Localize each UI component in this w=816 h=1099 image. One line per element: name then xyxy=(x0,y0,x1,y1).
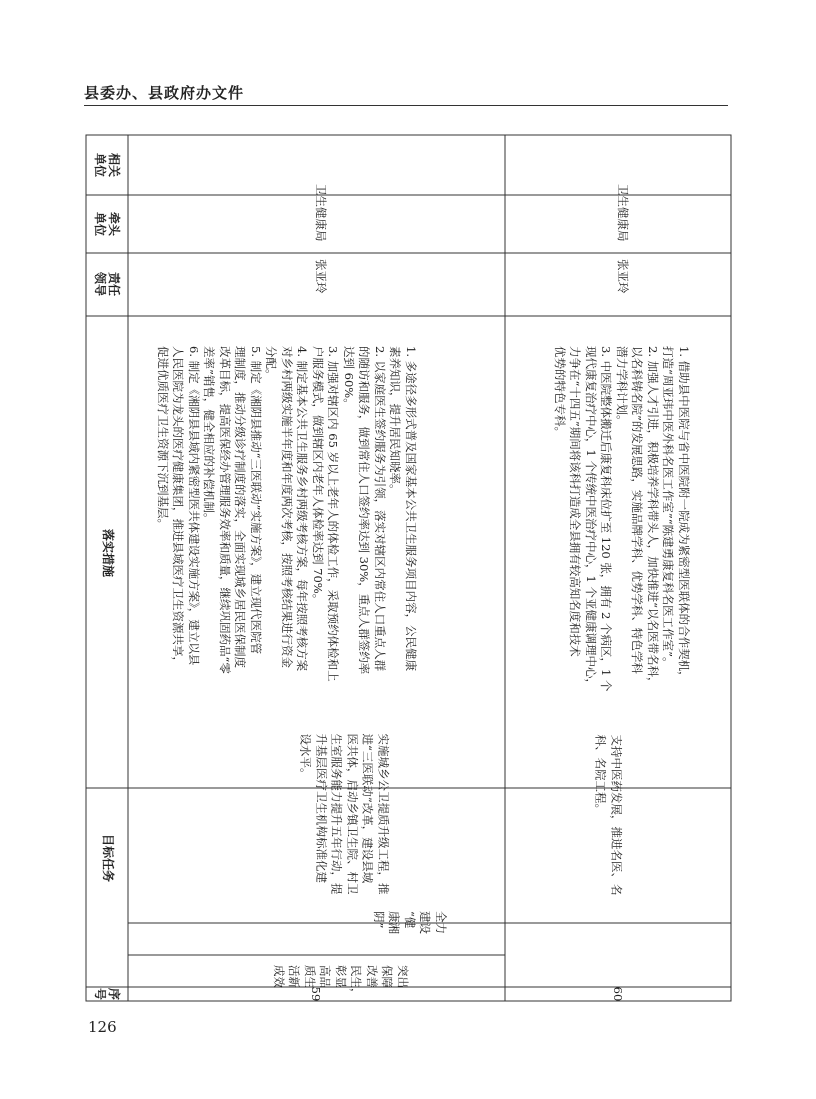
row-59-measures xyxy=(154,346,418,756)
row-60-related-unit xyxy=(616,140,630,190)
category-main-line: 活新 xyxy=(287,965,302,988)
measure-line: 现代康复治疗中心，1 个传统中医治疗中心，1 个亚健康调理中心， xyxy=(584,346,598,690)
task-line: 生室服务能力提升五年行动，提 xyxy=(330,733,344,895)
category-main-line: 高品 xyxy=(318,965,333,988)
row-seq-value: 59 xyxy=(309,986,323,1002)
measure-line: 3. 中医院整体搬迁后康复科床位扩至 120 张，拥有 2 个病区，1 个 xyxy=(599,346,614,692)
col-header-leader-line2: 领导 xyxy=(93,271,107,296)
lead-unit-value: 卫生健康局 xyxy=(314,184,328,242)
measure-line: 2. 加强人才引进，积极培养学科带头人，加快推进“以名医带名科， xyxy=(646,346,660,689)
measure-line: 5. 制定《湘阴县推动“三医联动”实施方案》，建立现代医院管 xyxy=(249,346,263,655)
measure-line: 户服务模式，做到辖区内老年人体检率达到 70%。 xyxy=(311,346,325,606)
category-main-line: 民生， xyxy=(349,965,364,1000)
lead-unit-value: 卫生健康局 xyxy=(616,184,630,242)
task-line: 医共体，启动乡镇卫生院、村卫 xyxy=(345,733,360,895)
col-header-related-unit-line2: 单位 xyxy=(93,152,107,177)
category-sub-line: 阴” xyxy=(372,911,386,929)
measure-line: 1. 借助县中医院与省中医院附一院成为紧密型医联体的合作契机， xyxy=(677,346,691,683)
row-59-task xyxy=(296,734,391,934)
task-line: 实施城乡公卫提质升级工程，推 xyxy=(376,733,391,895)
measure-line: 力争在“十四五”期间将该科打造成全县拥有较高知名度和技术 xyxy=(568,346,583,657)
category-main-line: 突出 xyxy=(396,965,410,988)
task-line: 支持中医药发展，推进名医、名 xyxy=(609,734,624,896)
category-sub-line: 建设 xyxy=(418,911,433,934)
measure-line: 打造“周亚玮中医外科名医工作室”“陈建勇康复科名医工作室”。 xyxy=(661,346,676,669)
measure-line: 4. 制定基本公共卫生服务乡村两级考核方案，每年按照考核方案 xyxy=(295,346,310,672)
row-59-lead-unit xyxy=(314,184,328,264)
task-line: 升基层医疗卫生机构标准化建 xyxy=(314,733,329,883)
measure-line: 以名科铸名院”的发展思路，实施品牌学科、优势学科、特色学科 xyxy=(630,346,645,674)
category-main-line: 质生 xyxy=(303,965,317,988)
row-60-lead-unit xyxy=(616,184,630,264)
leader-value: 张亚玲 xyxy=(314,259,328,294)
col-header-measures xyxy=(99,503,115,603)
measure-line: 理制度，推动分级诊疗制度的落实，全面实现城乡居民医保制度 xyxy=(233,346,248,668)
category-main-line: 保障 xyxy=(380,965,395,988)
row-59-related-unit xyxy=(314,140,328,190)
measure-line: 对乡村两级实施半年度和年度两次考核，按照考核结果进行资金 xyxy=(280,346,294,668)
col-header-lead-unit-line1: 牵头 xyxy=(107,211,121,236)
measure-line: 2. 以家庭医生签约服务为引领，落实对辖区内常住人口重点人群 xyxy=(373,346,387,672)
row-60-measures xyxy=(551,346,691,756)
measure-line: 分配。 xyxy=(264,346,279,381)
measure-line: 促进优质医疗卫生资源下沉到基层。 xyxy=(156,346,170,530)
task-line: 设水平。 xyxy=(299,733,313,780)
col-header-task-label: 目标任务 xyxy=(101,833,115,882)
measure-line: 差率”销售，健全相应的补偿机制。 xyxy=(202,346,217,525)
row-seq-value: 60 xyxy=(611,986,625,1002)
col-header-related-unit xyxy=(93,135,121,195)
measure-line: 优势的特色专科。 xyxy=(553,346,567,438)
col-header-leader-line1: 责任 xyxy=(107,271,121,296)
measure-line: 达到 60%。 xyxy=(342,346,356,410)
category-main-line: 改善 xyxy=(365,965,379,988)
row-59-leader xyxy=(314,259,328,309)
category-sub-line: “健 xyxy=(403,911,417,929)
col-header-measures-label: 落实措施 xyxy=(101,528,115,577)
measure-line: 人民医院为龙头的医疗健康集团，推进县域医疗卫生资源共享， xyxy=(171,346,186,668)
page-number: 126 xyxy=(88,1018,117,1036)
measure-line: 的随访和服务，做到常住人口签约率达到 30%，重点人群签约率 xyxy=(357,346,372,675)
leader-value: 张亚玲 xyxy=(616,259,630,294)
col-header-lead-unit xyxy=(93,194,121,254)
measure-line: 3. 加强对辖区内 65 岁以上老年人的体检工作，采取预约体检和上 xyxy=(326,346,341,682)
measure-line: 素养知识，提升居民知晓率。 xyxy=(388,346,403,496)
col-header-related-unit-line1: 相关 xyxy=(107,152,121,177)
measure-line: 潜力学科计划。 xyxy=(615,346,629,427)
category-sub-line: 全力 xyxy=(434,911,448,934)
row-60-seq xyxy=(611,974,625,1014)
category-sub-line: 康湘 xyxy=(387,911,402,934)
col-header-seq-line1: 序 xyxy=(107,987,121,1000)
category-main-line: 成效 xyxy=(272,965,286,988)
row-60-task xyxy=(593,735,624,935)
row-60-leader xyxy=(616,259,630,309)
task-line: 进“三医联动”改革，建设县域 xyxy=(361,733,375,884)
category-main-line: 彰显 xyxy=(334,965,348,988)
col-header-seq-line2: 号 xyxy=(93,987,107,1000)
document-header-title: 县委办、县政府办文件 xyxy=(84,84,245,102)
col-header-leader xyxy=(93,254,121,314)
col-header-lead-unit-line2: 单位 xyxy=(93,211,107,236)
col-header-seq xyxy=(93,964,121,1024)
col-header-task xyxy=(99,808,115,908)
measure-line: 6. 制定《湘阴县县域内紧密型医共体建设实施方案》，建立以县 xyxy=(187,346,201,666)
measure-line: 1. 多途径多形式普及国家基本公共卫生服务项目内容，公民健康 xyxy=(404,346,418,672)
measure-line: 改革目标，提高医保经办管理服务效率和质量，继续巩固药品“零 xyxy=(218,346,232,674)
row-59-seq xyxy=(309,974,323,1014)
task-line: 科、名院工程。 xyxy=(594,734,608,815)
